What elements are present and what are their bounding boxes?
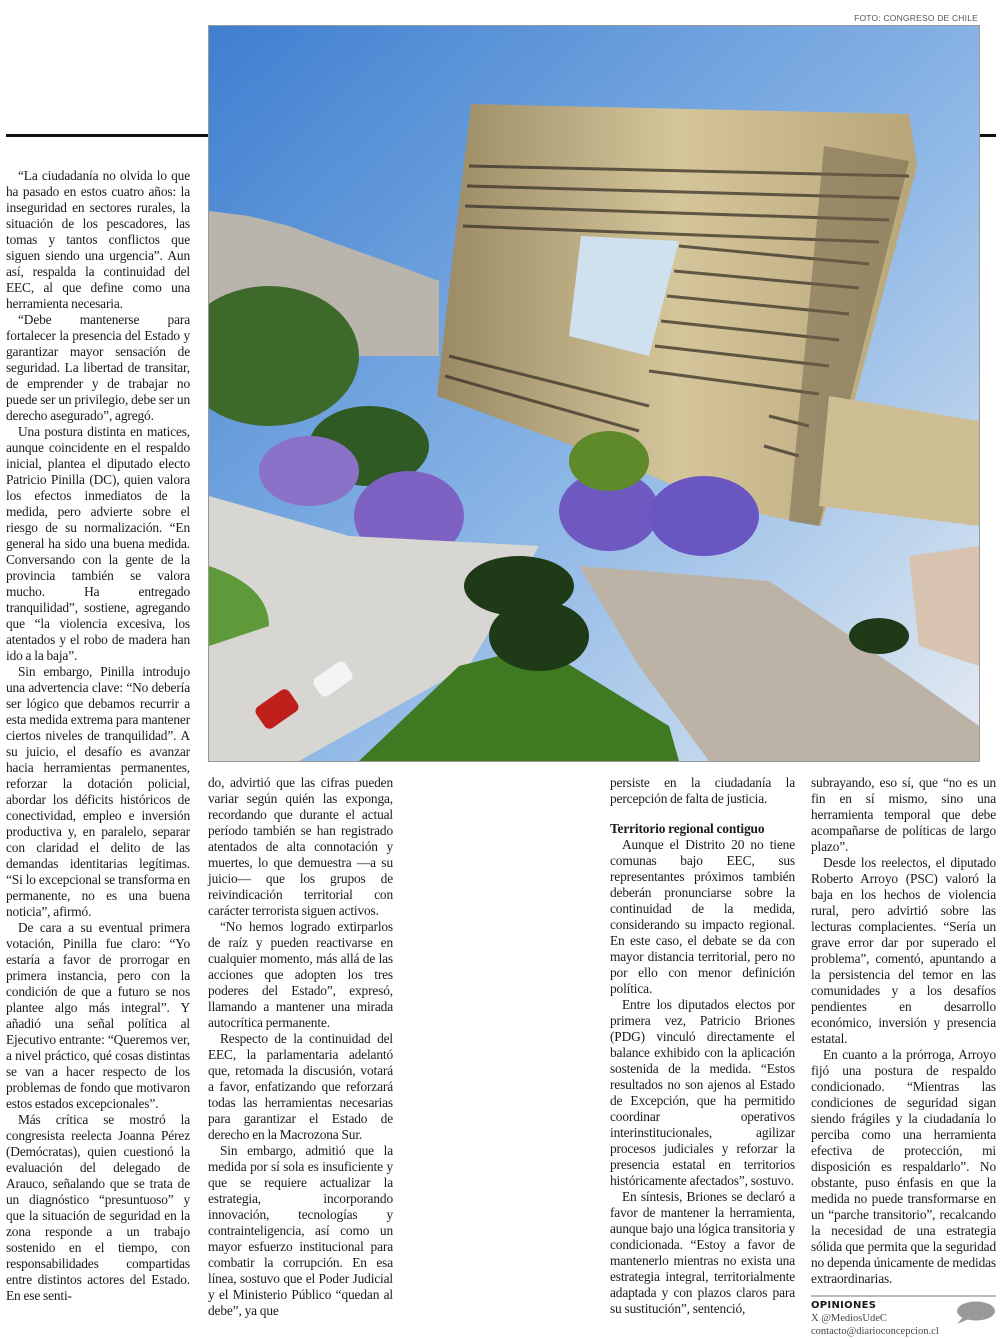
paragraph: En síntesis, Briones se declaró a favor de mantener la herramienta, aunque bajo una lógica transitoria y condicionada. “Estoy a favor de mantenerlo mientras no exista una estrategia integral, territorialmente adaptada y con plazos claros para su sustitución”, sentenció, <box>610 1189 795 1316</box>
paragraph: “No hemos logrado extirparlos de raíz y pueden reactivarse en cualquier momento, más allá de las acciones que adopten los tres poderes del Estado”, expresó, llamando a mantener una mirada autocrítica permanente. <box>208 919 393 1030</box>
paragraph: do, advirtió que las cifras pueden variar según quién las exponga, recordando que durante el actual período también se han registrado atentados de alta connotación y muertes, lo que demuestra —a su juicio— que los grupos de reivindicación territorial con carácter terrorista siguen activos. <box>208 775 393 918</box>
paragraph: En cuanto a la prórroga, Arroyo fijó una postura de respaldo condicionado. “Mientras las condiciones de seguridad sigan siendo frágiles y la ciudadanía lo perciba como una herramienta efectiva de protección, mi disposición es respaldarlo”. No obstante, puso énfasis en que la medida no puede transformarse en un “parche transitorio”, recalcando la necesidad de una estrategia sólida que permita que la seguridad no dependa únicamente de medidas extraordinarias. <box>811 1047 996 1286</box>
paragraph: Desde los reelectos, el diputado Roberto Arroyo (PSC) valoró la baja en los hechos de violencia rural, pero advirtió sobre las lecturas complacientes. “Sería un grave error dar por superado el problema”, comentó, apuntando a la persistencia del temor en las comunidades y a los desafíos pendientes en desarrollo económico, inversión y presencia estatal. <box>811 855 996 1046</box>
congress-building-photo <box>208 25 980 762</box>
paragraph: Aunque el Distrito 20 no tiene comunas bajo EEC, sus representantes próximos también deberán pronunciarse sobre la continuidad de la medida, considerando su impacto regional. En este caso, el debate se da con mayor distancia territorial, pero no por ello con menor definición política. <box>610 837 795 996</box>
article-column-4 <box>811 775 996 1338</box>
contact-email[interactable]: contacto@diarioconcepcion.cl <box>811 1326 939 1337</box>
paragraph: “Debe mantenerse para fortalecer la presencia del Estado y garantizar mayor sensación de seguridad. La libertad de transitar, de emprender y de trabajar no puede ser un privilegio, debe ser un derecho asegurado”, agregó. <box>6 312 190 423</box>
paragraph: persiste en la ciudadanía la percepción de falta de justicia. <box>610 775 795 806</box>
paragraph: Sin embargo, Pinilla introdujo una advertencia clave: “No debería ser lógico que debamos recurrir a esta medida extrema para mantener ciertos niveles de tranquilidad”. A su juicio, el desafío es avanzar hacia herramientas permanentes, reforzar la dotación policial, abordar los déficits históricos de conectividad, empleo e inversión productiva y, en paralelo, separar con claridad el delito de las demandas identitarias legítimas. “Si lo excepcional se transforma en permanente, no es una buena noticia”, afirmó. <box>6 664 190 919</box>
paragraph: “La ciudadanía no olvida lo que ha pasado en estos cuatro años: la inseguridad en sectores rurales, la situación de los pescadores, las tomas y tantos conflictos que siguen siendo una urgencia”. Aun así, respalda la continuidad del EEC, al que define como una herramienta necesaria. <box>6 168 190 311</box>
photo-credit: FOTO: CONGRESO DE CHILE <box>854 13 978 23</box>
opinions-title: OPINIONES <box>811 1300 877 1311</box>
opinions-box <box>811 1295 996 1338</box>
article-column-1 <box>6 168 190 1304</box>
section-rule-left <box>6 134 208 137</box>
paragraph: De cara a su eventual primera votación, Pinilla fue claro: “Yo estaría a favor de prorrogar en primera instancia, pero con la condición de que a futuro se nos plantee algo más integral”. Y añadió una señal política al Ejecutivo entrante: “Queremos ver, a nivel práctico, qué cosas distintas se van a hacer respecto de los problemas de fondo que motivaron estos estados excepcionales”. <box>6 920 190 1111</box>
speech-bubble-icon <box>952 1301 996 1325</box>
article-column-2 <box>208 775 393 1319</box>
paragraph: Una postura distinta en matices, aunque coincidente en el respaldo inicial, plantea el diputado electo Patricio Pinilla (DC), quien valora los efectos inmediatos de la medida, pero advierte sobre el riesgo de su normalización. “En general ha sido una buena medida. Conversando con la gente de la provincia también se valora mucho. Ha entregado tranquilidad”, sostiene, agregando que “la violencia excesiva, los atentados y el robo de madera han ido a la baja”. <box>6 424 190 663</box>
paragraph: subrayando, eso sí, que “no es un fin en sí mismo, sino una herramienta temporal que debe acompañarse de políticas de largo plazo”. <box>811 775 996 854</box>
section-rule-right <box>979 134 996 137</box>
twitter-handle[interactable]: X @MediosUdeC <box>811 1313 887 1324</box>
paragraph: Respecto de la continuidad del EEC, la parlamentaria adelantó que, retomada la discusión, votará a favor, enfatizando que reforzará todas las herramientas necesarias para garantizar el Estado de derecho en la Macrozona Sur. <box>208 1031 393 1142</box>
paragraph: Sin embargo, admitió que la medida por sí sola es insuficiente y que se requiere actualizar la estrategia, incorporando innovación, tecnologías y contrainteligencia, así como un mayor esfuerzo institucional para combatir la corrupción. En esa línea, sostuvo que el Poder Judicial y el Ministerio Público “quedan al debe”, ya que <box>208 1143 393 1318</box>
paragraph: Entre los diputados electos por primera vez, Patricio Briones (PDG) vinculó directamente el balance exhibido con la aplicación sostenida de la medida. “Estos resultados no son ajenos al Estado de Excepción, que ha permitido coordinar operativos interinstitucionales, agilizar procesos judiciales y reforzar la presencia estatal en territorios históricamente afectados”, sostuvo. <box>610 997 795 1188</box>
subheading: Territorio regional contiguo <box>610 821 765 836</box>
paragraph: Más crítica se mostró la congresista reelecta Joanna Pérez (Demócratas), quien cuestionó la evaluación del delegado de Arauco, señalando que se trata de un diagnóstico “presuntuoso” y que la situación de seguridad en la zona responde a un trabajo sostenido en el tiempo, con responsabilidades compartidas entre distintos actores del Estado. En ese senti- <box>6 1112 190 1303</box>
article-column-3 <box>610 775 795 1317</box>
